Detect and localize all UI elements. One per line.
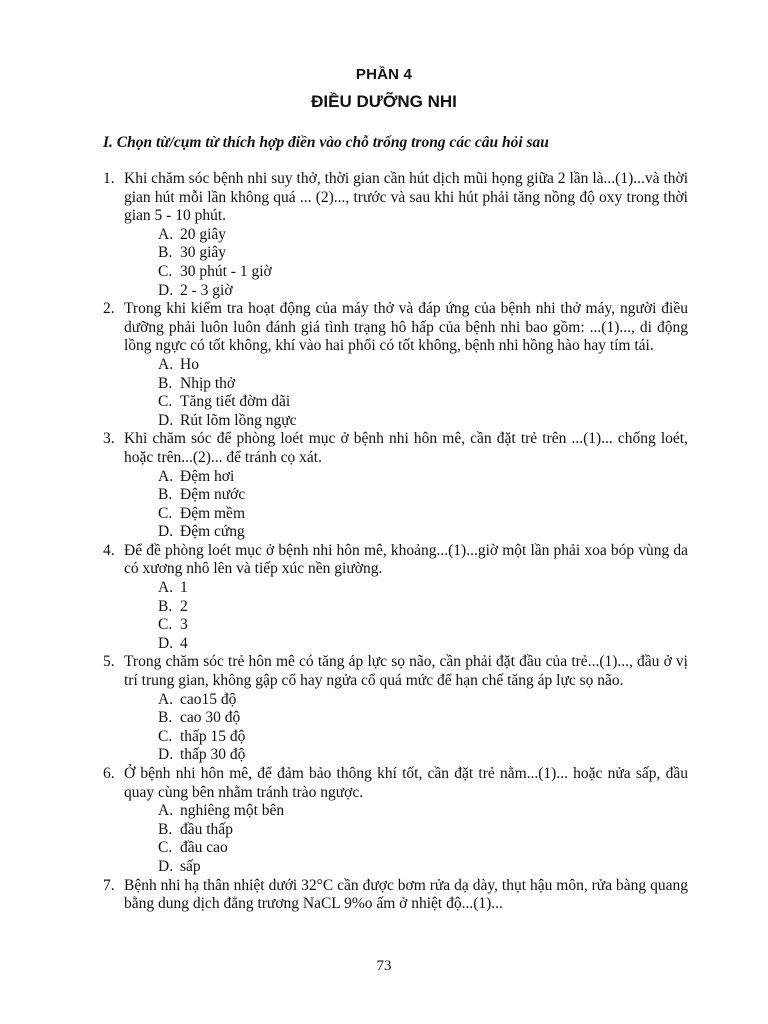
answer-option [158,505,768,524]
option-text: 3 [180,616,188,634]
question-number: 2. [103,300,115,318]
option-text: cao15 độ [180,690,237,708]
option-letter: B. [158,374,173,392]
answer-options [0,468,768,542]
question-item [0,877,768,914]
question-number: 7. [103,876,115,894]
option-text: Ho [180,355,199,373]
answer-option [158,486,768,505]
answer-option [158,282,768,301]
question-text: Khi chăm sóc để phòng loét mục ở bệnh nhi hôn mê, cần đặt trẻ trên ...(1)... chống loét, hoặc trên...(2)... để tránh cọ xát. [124,430,688,466]
answer-option [158,746,768,765]
page-number: 73 [376,958,392,974]
option-text: đầu cao [180,839,228,857]
answer-option [158,579,768,598]
answer-option [158,523,768,542]
question-item [0,765,768,877]
option-text: Đệm nước [180,486,246,504]
option-letter: A. [158,690,174,708]
option-letter: B. [158,709,173,727]
option-text: sấp [180,857,201,875]
answer-options [0,802,768,876]
option-text: cao 30 độ [180,709,241,727]
option-letter: A. [158,802,174,820]
option-letter: B. [158,820,173,838]
option-letter: D. [158,634,174,652]
option-letter: D. [158,411,174,429]
option-letter: D. [158,857,174,875]
option-text: Đệm cứng [180,523,245,541]
option-text: 30 phút - 1 giờ [180,262,272,280]
answer-option [158,691,768,710]
question-item [0,653,768,765]
section-heading: I. Chọn từ/cụm từ thích hợp điền vào chỗ trống trong các câu hỏi sau [103,134,549,151]
answer-option [158,858,768,877]
answer-option [158,468,768,487]
option-letter: C. [158,616,173,634]
option-letter: A. [158,225,174,243]
option-letter: D. [158,523,174,541]
answer-option [158,802,768,821]
option-text: Nhịp thở [180,374,236,392]
question-item [0,300,768,430]
question-item [0,430,768,542]
answer-option [158,263,768,282]
part-label: PHẦN 4 [355,66,413,83]
question-number: 5. [103,653,115,671]
option-text: 4 [180,634,188,652]
part-title: ĐIỀU DƯỠNG NHI [311,92,457,111]
question-text: Trong khi kiểm tra hoạt động của máy thở và đáp ứng của bệnh nhi thở máy, người điều dưỡng phải luôn luôn đánh giá tình trạng hô hấp của bệnh nhi bao gồm: ...(1)..., di động lồng ngực có tốt không, khí vào hai phổi có tốt không, bệnh nhi hồng hào hay tím tái. [124,300,688,355]
option-text: nghiêng một bên [180,802,285,820]
question-text: Ở bệnh nhi hôn mê, để đảm bảo thông khí tốt, cần đặt trẻ nằm...(1)... hoặc nửa sấp, đầu quay cùng bên nhằm tránh trào ngược. [124,765,688,801]
answer-option [158,356,768,375]
answer-option [158,709,768,728]
question-number: 3. [103,430,115,448]
option-letter: C. [158,504,173,522]
question-number: 6. [103,765,115,782]
option-text: 2 - 3 giờ [180,281,233,299]
option-text: 2 [180,597,188,615]
option-letter: B. [158,597,173,615]
answer-option [158,226,768,245]
answer-option [158,375,768,394]
answer-option [158,821,768,840]
option-letter: A. [158,467,174,485]
answer-option [158,616,768,635]
option-text: thấp 15 độ [180,727,246,745]
question-number: 4. [103,541,115,559]
option-letter: C. [158,393,173,411]
option-text: Đệm hơi [180,467,235,485]
answer-option [158,412,768,431]
option-letter: D. [158,746,174,764]
option-text: đầu thấp [180,820,233,838]
answer-options [0,691,768,765]
option-letter: C. [158,839,173,857]
answer-option [158,244,768,263]
option-text: Rút lõm lồng ngực [180,411,297,429]
option-text: thấp 30 độ [180,746,246,764]
option-text: 20 giây [180,225,227,243]
option-text: 30 giây [180,244,227,262]
question-text: Bệnh nhi hạ thân nhiệt dưới 32°C cần được bơm rửa dạ dày, thụt hậu môn, rửa bàng quang bằng dung dịch đẳng trương NaCL 9%o ấm ở nhiệt độ...(1)... [124,876,688,913]
answer-option [158,839,768,858]
question-text: Để đề phòng loét mục ở bệnh nhi hôn mê, khoảng...(1)...giờ một lần phải xoa bóp vùng da có xương nhô lên và tiếp xúc nền giường. [124,541,688,578]
option-letter: D. [158,281,174,299]
question-item [0,542,768,654]
answer-options [0,579,768,653]
option-letter: B. [158,244,173,262]
answer-options [0,356,768,430]
answer-option [158,393,768,412]
question-list [0,170,768,914]
answer-option [158,728,768,747]
question-number: 1. [103,170,115,187]
question-text: Trong chăm sóc trẻ hôn mê có tăng áp lực sọ não, cần phải đặt đầu của trẻ...(1)..., đầu ở vị trí trung gian, không gập cổ hay ngửa cổ quá mức để hạn chế tăng áp lực sọ não. [124,653,688,690]
option-text: Đệm mềm [180,504,245,522]
option-letter: B. [158,486,173,504]
option-letter: A. [158,579,174,597]
option-letter: C. [158,727,173,745]
option-text: 1 [180,579,188,597]
question-text: Khi chăm sóc bệnh nhi suy thở, thời gian cần hút dịch mũi họng giữa 2 lần là...(1)...và thời gian hút mỗi lần không quá ... (2)..., trước và sau khi hút phải tăng nồng độ oxy trong thời gian 5 - 10 phút. [124,170,688,225]
option-letter: C. [158,262,173,280]
answer-option [158,635,768,654]
question-item [0,170,768,300]
option-letter: A. [158,355,174,373]
answer-options [0,226,768,300]
option-text: Tăng tiết đờm dãi [180,393,291,411]
answer-option [158,598,768,617]
